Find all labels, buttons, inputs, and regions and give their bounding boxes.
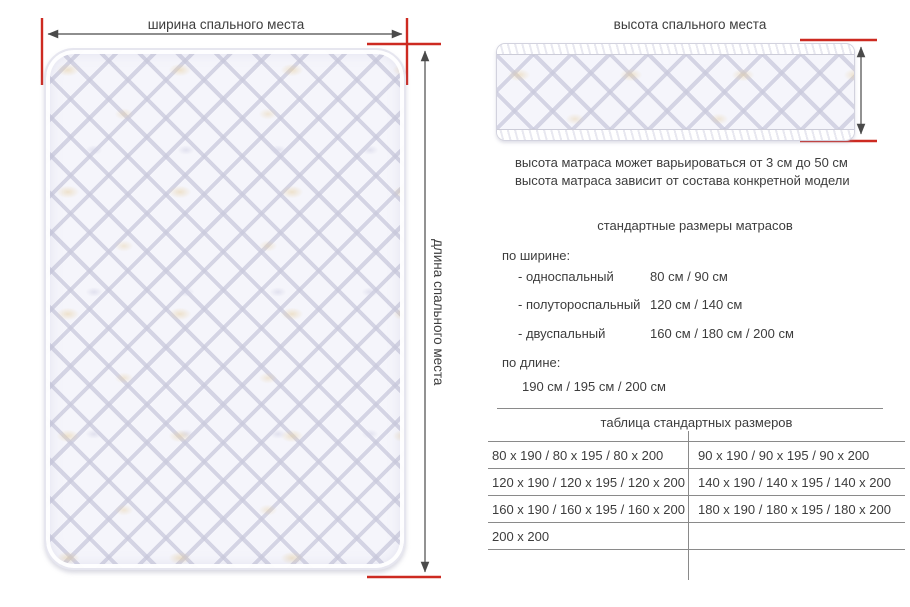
mattress-side-view-image — [496, 43, 855, 141]
size-table — [488, 441, 905, 550]
table-cell: 80 x 190 / 80 x 195 / 80 x 200 — [492, 447, 664, 463]
width-option-one-and-half — [518, 297, 910, 315]
table-top-rule — [497, 408, 883, 409]
table-cell: 180 x 190 / 180 x 195 / 180 x 200 — [698, 501, 891, 517]
width-option-single — [518, 269, 910, 287]
mattress-top-piping — [497, 44, 854, 55]
table-row — [488, 442, 905, 469]
by-width-heading: по ширине: — [502, 248, 571, 263]
width-option-values: 120 см / 140 см — [650, 297, 743, 312]
table-cell: 200 x 200 — [492, 528, 550, 544]
width-option-double — [518, 326, 910, 344]
width-option-label: - полутороспальный — [518, 297, 641, 312]
mattress-top-view-image — [44, 48, 406, 570]
width-option-values: 160 см / 180 см / 200 см — [650, 326, 794, 341]
height-note-line2: высота матраса зависит от состава конкретной модели — [515, 173, 850, 188]
width-dimension-label: ширина спального места — [147, 17, 305, 32]
table-cell: 90 x 190 / 90 x 195 / 90 x 200 — [698, 447, 870, 463]
mattress-bottom-piping — [497, 129, 854, 140]
mattress-side-body — [497, 55, 854, 129]
table-row — [488, 523, 905, 550]
width-option-values: 80 см / 90 см — [650, 269, 728, 284]
height-note-line1: высота матраса может варьироваться от 3 см до 50 см — [515, 155, 848, 170]
table-cell: 160 x 190 / 160 x 195 / 160 x 200 — [492, 501, 685, 517]
by-length-heading: по длине: — [502, 355, 561, 370]
table-cell: 120 x 190 / 120 x 195 / 120 x 200 — [492, 474, 685, 490]
standard-sizes-title: стандартные размеры матрасов — [597, 218, 793, 233]
table-column-divider — [688, 431, 689, 580]
table-cell: 140 x 190 / 140 x 195 / 140 x 200 — [698, 474, 891, 490]
table-row — [488, 469, 905, 496]
width-option-label: - односпальный — [518, 269, 614, 284]
length-dimension-label: длина спального места — [431, 239, 446, 386]
table-row — [488, 496, 905, 523]
width-option-label: - двуспальный — [518, 326, 606, 341]
height-dimension-label: высота спального места — [613, 17, 767, 32]
size-table-title: таблица стандартных размеров — [600, 415, 793, 430]
length-values: 190 см / 195 см / 200 см — [522, 379, 666, 394]
